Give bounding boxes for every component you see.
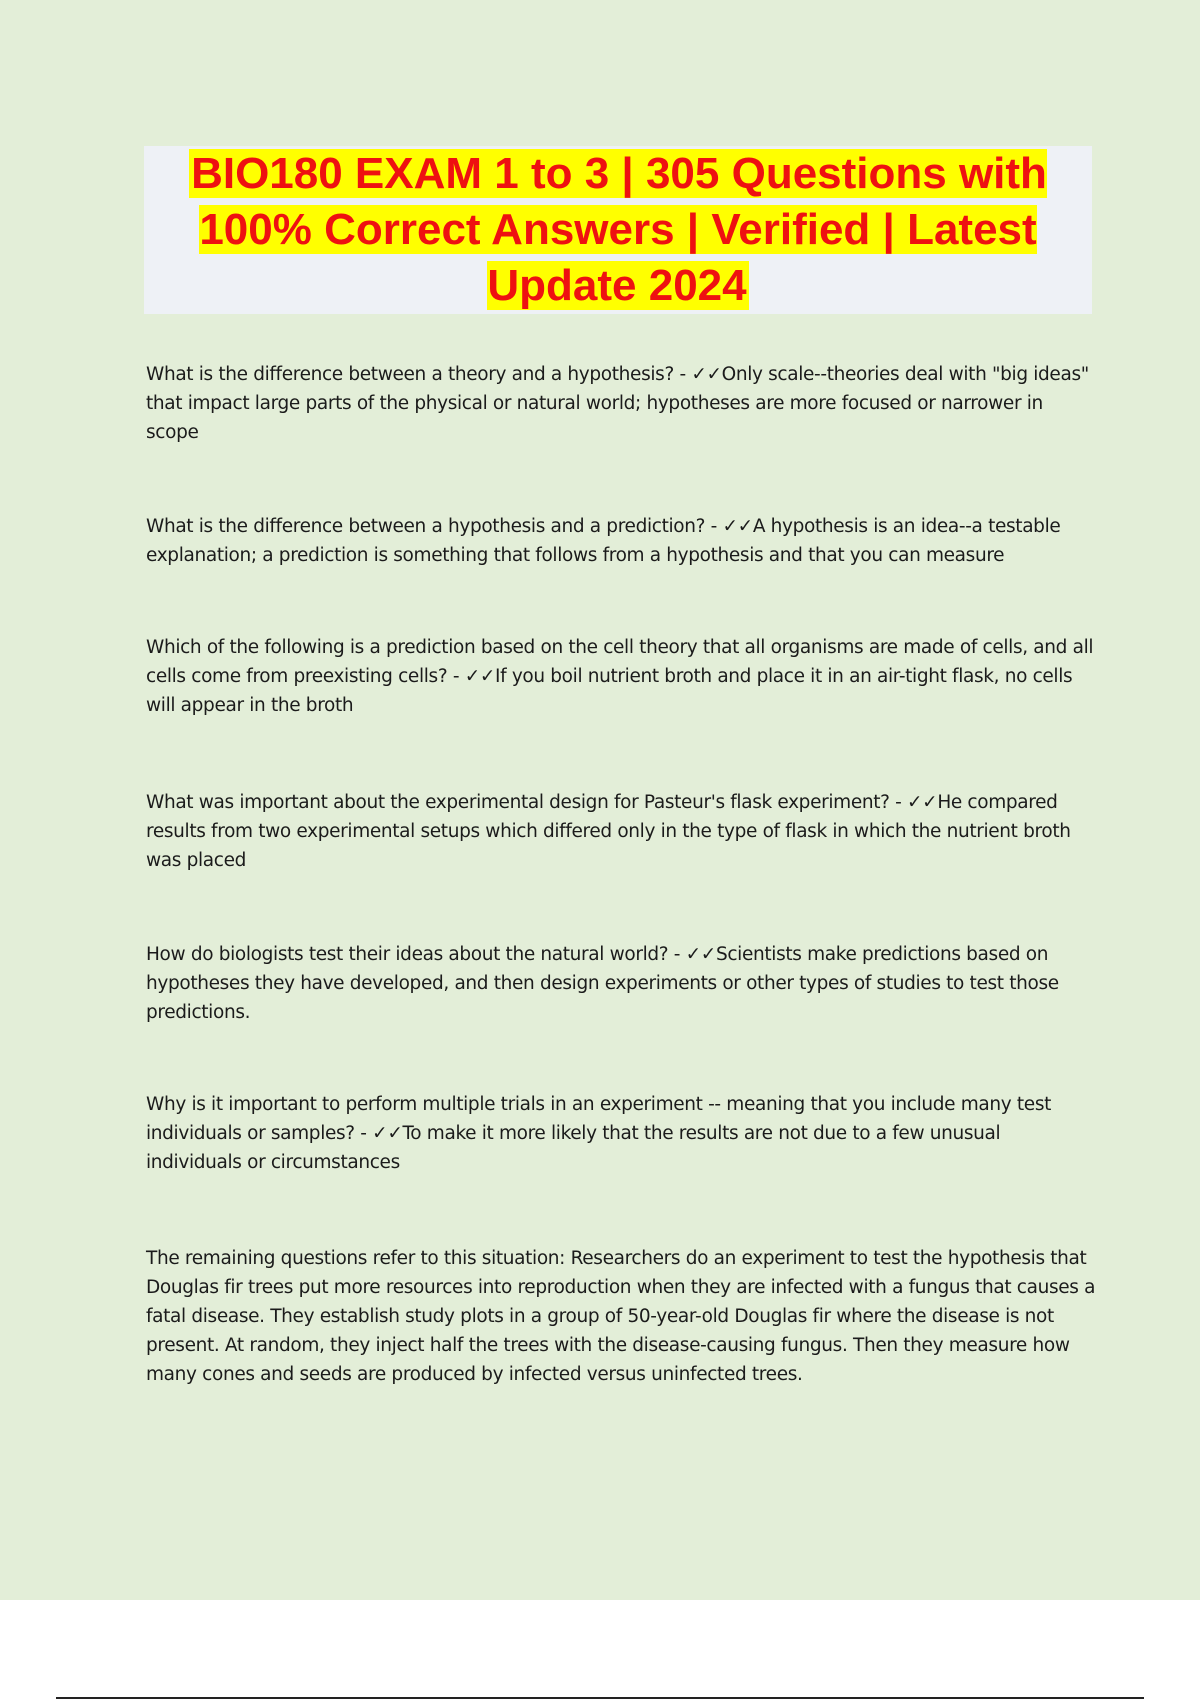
check-icon: ✓✓ xyxy=(372,1123,403,1144)
qa-item xyxy=(146,633,1096,720)
check-icon: ✓✓ xyxy=(691,364,722,385)
separator: - xyxy=(354,1123,373,1144)
separator: - xyxy=(447,666,465,687)
situation-paragraph: The remaining questions refer to this situation: Researchers do an experiment to test the hypothesis that Douglas fir trees put more resources into reproduction when they are infected with a fungus that causes a fatal disease. They establish study plots in a group of 50-year-old Douglas fir where the disease is not present. At random, they inject half the trees with the disease-causing fungus. Then they measure how many cones and seeds are produced by infected versus uninfected trees. xyxy=(146,1248,1096,1385)
check-icon: ✓✓ xyxy=(722,516,753,537)
qa-item xyxy=(146,512,1096,570)
separator: - xyxy=(889,792,907,813)
answer-text: Scientists make predictions based on hypotheses they have developed, and then design experiments or other types of studies to test those predictions. xyxy=(146,944,1059,1023)
separator: - xyxy=(673,364,692,385)
answer-text: Only scale--theories deal with "big ideas" that impact large parts of the physical or natural world; hypotheses are more focused or narrower in scope xyxy=(146,364,1089,443)
footer-divider xyxy=(56,1697,1144,1699)
answer-text: If you boil nutrient broth and place it in an air-tight flask, no cells will appear in the broth xyxy=(146,666,1073,716)
question-text: What is the difference between a theory and a hypothesis? xyxy=(146,364,674,385)
question-text: What was important about the experimental design for Pasteur's flask experiment? xyxy=(146,792,890,813)
check-icon: ✓✓ xyxy=(685,944,716,965)
title-block xyxy=(144,146,1092,314)
answer-text: To make it more likely that the results are not due to a few unusual individuals or circumstances xyxy=(146,1123,1001,1173)
qa-item xyxy=(146,788,1096,875)
qa-item xyxy=(146,1090,1096,1177)
separator: - xyxy=(705,516,723,537)
question-text: Why is it important to perform multiple trials in an experiment -- meaning that you include many test individuals or samples? xyxy=(146,1094,1052,1144)
question-text: Which of the following is a prediction based on the cell theory that all organisms are made of cells, and all cells come from preexisting cells? xyxy=(146,637,1094,687)
question-text: How do biologists test their ideas about the natural world? xyxy=(146,944,669,965)
question-text: What is the difference between a hypothesis and a prediction? xyxy=(146,516,706,537)
document-title: BIO180 EXAM 1 to 3 | 305 Questions with 100% Correct Answers | Verified | Latest Update 2024 xyxy=(191,149,1047,310)
answer-text: A hypothesis is an idea--a testable explanation; a prediction is something that follows from a hypothesis and that you can measure xyxy=(146,516,1061,566)
qa-item xyxy=(146,360,1096,447)
check-icon: ✓✓ xyxy=(907,792,938,813)
check-icon: ✓✓ xyxy=(464,666,496,687)
answer-text: He compared results from two experimental setups which differed only in the type of flask in which the nutrient broth was placed xyxy=(146,792,1071,871)
separator: - xyxy=(668,944,686,965)
qa-item xyxy=(146,940,1096,1027)
